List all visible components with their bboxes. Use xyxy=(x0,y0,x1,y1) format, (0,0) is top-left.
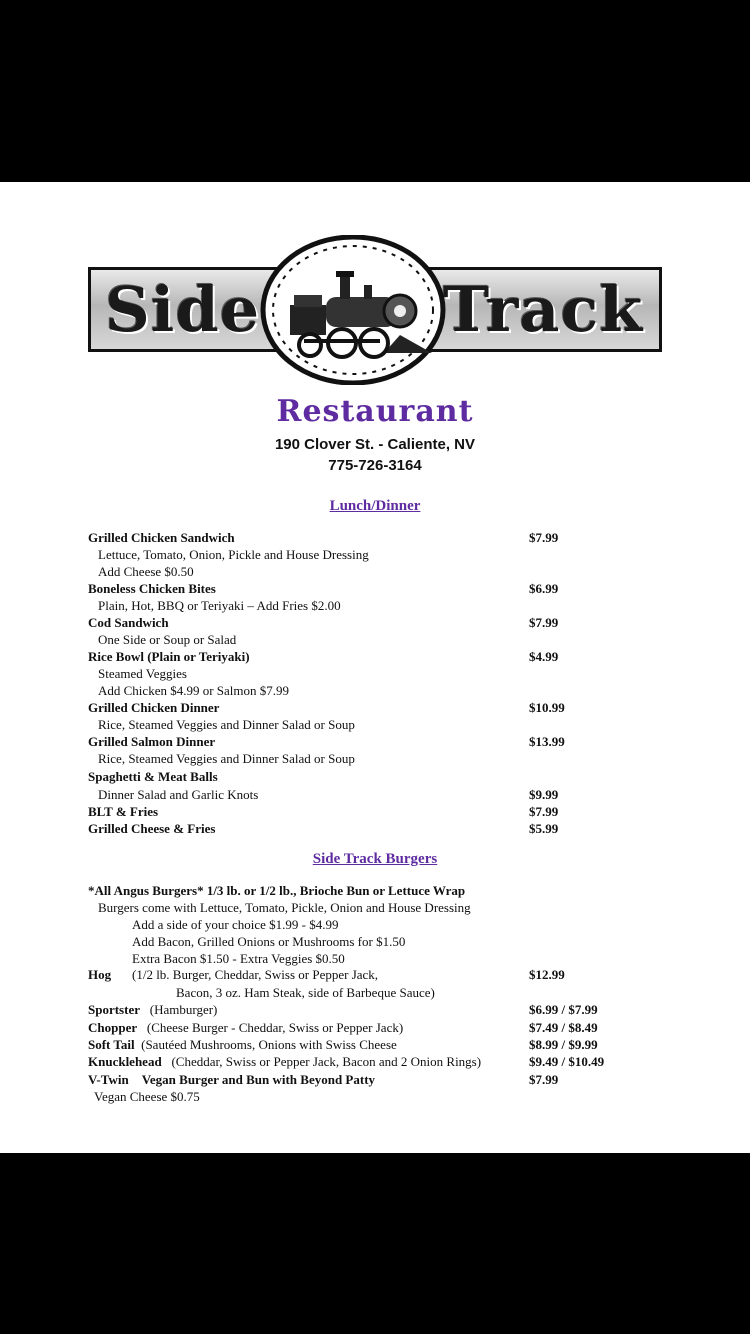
item-price: $7.99 xyxy=(529,1072,559,1087)
item-description xyxy=(0,631,750,648)
logo-word-side: Side xyxy=(105,273,261,346)
item-name: Knucklehead (Cheddar, Swiss or Pepper Jack, Bacon and 2 Onion Rings) xyxy=(88,1054,482,1069)
item-description xyxy=(0,786,750,803)
burgers-note xyxy=(0,950,750,967)
item-description xyxy=(0,546,750,563)
item-desc-text: Bacon, 3 oz. Ham Steak, side of Barbeque Sauce) xyxy=(176,985,435,1000)
item-name: Sportster (Hamburger) xyxy=(88,1002,218,1017)
burgers-note xyxy=(0,899,750,916)
item-desc-text: Steamed Veggies xyxy=(98,666,187,681)
item-desc-text: (Cheddar, Swiss or Pepper Jack, Bacon and 2 Onion Rings) xyxy=(171,1054,482,1069)
item-price: $8.99 / $9.99 xyxy=(529,1037,598,1052)
item-desc-text: Add Cheese $0.50 xyxy=(98,564,194,579)
burgers-intro xyxy=(0,882,750,899)
item-desc-text: Plain, Hot, BBQ or Teriyaki – Add Fries $2.00 xyxy=(98,598,341,613)
burgers-note xyxy=(0,916,750,933)
item-name: Soft Tail (Sautéed Mushrooms, Onions with Swiss Cheese xyxy=(88,1037,397,1052)
logo-word-track: Track xyxy=(443,273,644,346)
item-desc-text: (Cheese Burger - Cheddar, Swiss or Pepper Jack) xyxy=(146,1020,404,1035)
item-desc-text: Rice, Steamed Veggies and Dinner Salad or Soup xyxy=(98,717,355,732)
item-price: $12.99 xyxy=(529,967,565,982)
item-name: Hog xyxy=(88,967,112,982)
item-price: $6.99 / $7.99 xyxy=(529,1002,598,1017)
menu-item xyxy=(0,733,750,750)
bottom-black-bar xyxy=(0,1153,750,1334)
item-desc-text: (Hamburger) xyxy=(149,1002,218,1017)
item-name: Grilled Cheese & Fries xyxy=(88,821,216,836)
item-name: Grilled Chicken Dinner xyxy=(88,700,220,715)
burgers-intro-text: *All Angus Burgers* 1/3 lb. or 1/2 lb., Brioche Bun or Lettuce Wrap xyxy=(88,883,466,898)
item-price: $10.99 xyxy=(529,700,565,715)
burger-item-sportster xyxy=(0,1001,750,1018)
menu-item xyxy=(0,803,750,820)
burgers-heading: Side Track Burgers xyxy=(312,851,438,867)
item-description xyxy=(0,750,750,767)
item-description xyxy=(0,563,750,580)
burgers-note xyxy=(0,933,750,950)
item-description xyxy=(0,716,750,733)
item-desc-text: One Side or Soup or Salad xyxy=(98,632,237,647)
item-description xyxy=(0,665,750,682)
restaurant-address: 190 Clover St. - Caliente, NV xyxy=(274,436,476,453)
item-name: Cod Sandwich xyxy=(88,615,169,630)
burger-item-hog xyxy=(0,966,750,983)
item-desc-text: Dinner Salad and Garlic Knots xyxy=(98,787,259,802)
lunch-dinner-heading: Lunch/Dinner xyxy=(329,498,421,514)
item-name: Grilled Salmon Dinner xyxy=(88,734,216,749)
menu-item xyxy=(0,529,750,546)
item-price: $7.99 xyxy=(529,615,559,630)
burgers-note-text: Add a side of your choice $1.99 - $4.99 xyxy=(132,917,339,932)
burgers-note-text: Burgers come with Lettuce, Tomato, Pickle, Onion and House Dressing xyxy=(98,900,471,915)
item-description xyxy=(0,984,750,1001)
burger-item-knucklehead xyxy=(0,1053,750,1070)
item-price: $7.99 xyxy=(529,804,559,819)
item-price: $13.99 xyxy=(529,734,565,749)
menu-item xyxy=(0,648,750,665)
item-name: Rice Bowl (Plain or Teriyaki) xyxy=(88,649,250,664)
item-name: V-Twin Vegan Burger and Bun with Beyond Patty xyxy=(88,1072,376,1087)
item-name: Spaghetti & Meat Balls xyxy=(88,769,218,784)
item-name: Chopper (Cheese Burger - Cheddar, Swiss or Pepper Jack) xyxy=(88,1020,404,1035)
item-description xyxy=(0,597,750,614)
item-desc-text: (1/2 lb. Burger, Cheddar, Swiss or Pepper Jack, xyxy=(132,967,379,982)
top-black-bar xyxy=(0,0,750,182)
item-desc-text: (Sautéed Mushrooms, Onions with Swiss Cheese xyxy=(141,1037,397,1052)
menu-item xyxy=(0,768,750,785)
restaurant-phone: 775-726-3164 xyxy=(328,457,422,474)
burgers-note-text: Add Bacon, Grilled Onions or Mushrooms for $1.50 xyxy=(132,934,406,949)
item-desc-text: Lettuce, Tomato, Onion, Pickle and House Dressing xyxy=(98,547,369,562)
burger-item-chopper xyxy=(0,1019,750,1036)
item-name: Grilled Chicken Sandwich xyxy=(88,530,235,545)
item-description xyxy=(0,1088,750,1105)
item-price: $9.49 / $10.49 xyxy=(529,1054,605,1069)
menu-item xyxy=(0,820,750,837)
item-price: $7.49 / $8.49 xyxy=(529,1020,598,1035)
item-desc-text: Vegan Burger and Bun with Beyond Patty xyxy=(141,1072,376,1087)
menu-item xyxy=(0,699,750,716)
item-desc-text: Add Chicken $4.99 or Salmon $7.99 xyxy=(98,683,290,698)
burger-item-v-twin xyxy=(0,1071,750,1088)
item-description xyxy=(0,682,750,699)
item-desc-text: Vegan Cheese $0.75 xyxy=(94,1089,200,1104)
item-desc-text: Rice, Steamed Veggies and Dinner Salad or Soup xyxy=(98,751,355,766)
burgers-note-text: Extra Bacon $1.50 - Extra Veggies $0.50 xyxy=(132,951,345,966)
item-price: $4.99 xyxy=(529,649,559,664)
item-name: Boneless Chicken Bites xyxy=(88,581,216,596)
menu-page xyxy=(0,182,750,1153)
item-name: BLT & Fries xyxy=(88,804,159,819)
burger-item-soft-tail xyxy=(0,1036,750,1053)
item-price: $5.99 xyxy=(529,821,559,836)
menu-item xyxy=(0,614,750,631)
restaurant-title: Restaurant xyxy=(276,394,474,429)
train-icon xyxy=(260,235,446,385)
item-price: $7.99 xyxy=(529,530,559,545)
menu-item xyxy=(0,580,750,597)
item-price: $6.99 xyxy=(529,581,559,596)
side-track-logo xyxy=(88,267,662,352)
item-price: $9.99 xyxy=(529,787,559,802)
